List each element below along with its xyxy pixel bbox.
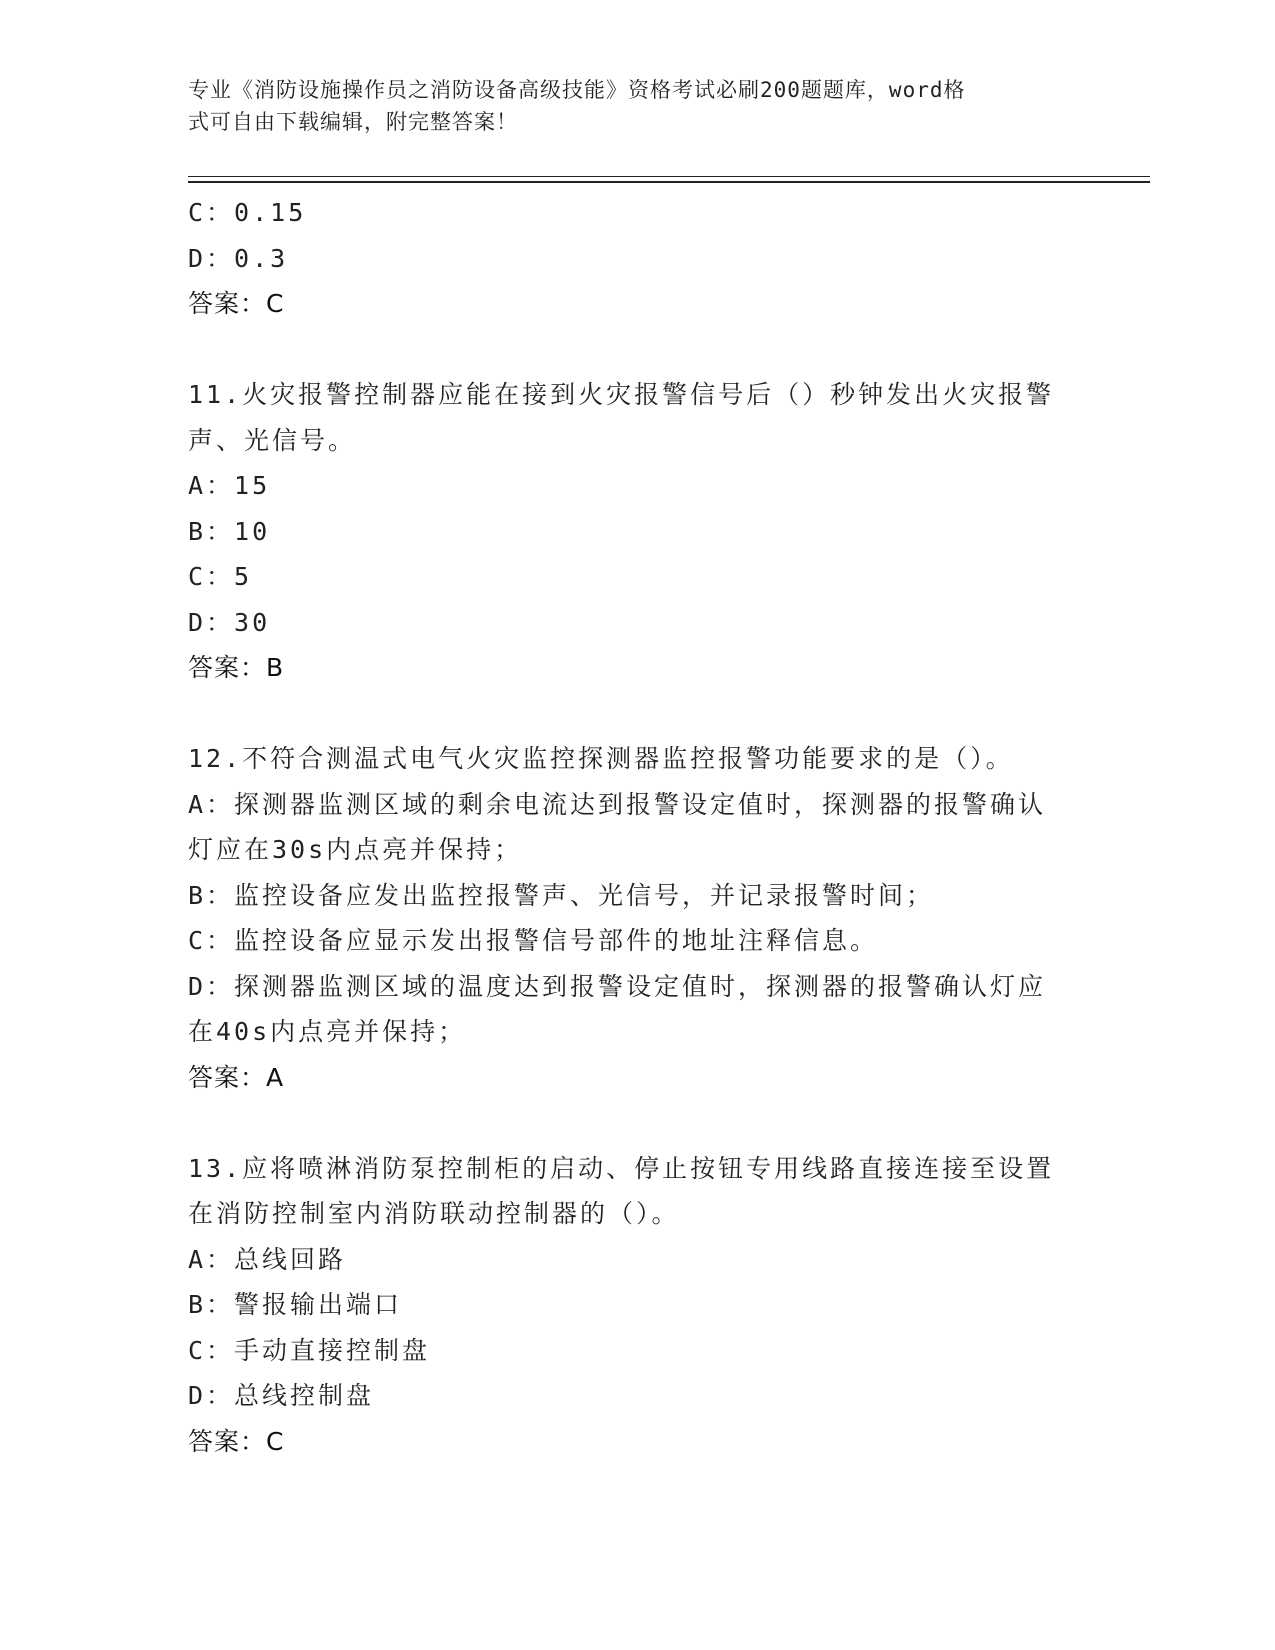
- option-d: D：探测器监测区域的温度达到报警设定值时，探测器的报警确认灯应: [188, 971, 1047, 1001]
- question-stem: 12.不符合测温式电气火灾监控探测器监控报警功能要求的是（）。: [188, 744, 1014, 773]
- answer-line: 答案：C: [188, 289, 285, 318]
- option-a-continued: 灯应在30s内点亮并保持；: [188, 835, 523, 864]
- question-list: [188, 190, 1088, 1464]
- option-a: A：探测器监测区域的剩余电流达到报警设定值时，探测器的报警确认: [188, 789, 1047, 819]
- option-d: D：0.3: [188, 243, 289, 273]
- question-13: [188, 1146, 1088, 1465]
- option-b: B：10: [188, 516, 271, 546]
- option-b: B：警报输出端口: [188, 1290, 403, 1319]
- option-c: C：手动直接控制盘: [188, 1335, 431, 1365]
- spacer: [188, 327, 1088, 373]
- option-a: A：总线回路: [188, 1244, 347, 1274]
- option-b: B：监控设备应发出监控报警声、光信号，并记录报警时间；: [188, 880, 935, 910]
- answer-line: 答案：B: [188, 653, 285, 682]
- header-divider-thick: [188, 181, 1150, 183]
- option-c: C：监控设备应显示发出报警信号部件的地址注释信息。: [188, 926, 879, 955]
- document-header: [188, 74, 1068, 138]
- question-12: [188, 736, 1088, 1100]
- question-11: [188, 372, 1088, 691]
- option-c: C：0.15: [188, 198, 307, 227]
- option-d: D：30: [188, 607, 271, 637]
- header-divider-thin: [188, 176, 1150, 177]
- question-stem: 11.火灾报警控制器应能在接到火灾报警信号后（）秒钟发出火灾报警: [188, 380, 1055, 409]
- spacer: [188, 1100, 1088, 1146]
- answer-line: 答案：A: [188, 1062, 285, 1092]
- header-line-1: 专业《消防设施操作员之消防设备高级技能》资格考试必刷200题题库，word格: [188, 78, 966, 102]
- header-line-2: 式可自由下载编辑，附完整答案！: [188, 110, 518, 134]
- previous-question-tail: [188, 190, 1088, 327]
- option-d: D：总线控制盘: [188, 1381, 375, 1410]
- question-stem-continued: 声、光信号。: [188, 425, 357, 455]
- option-d-continued: 在40s内点亮并保持；: [188, 1017, 467, 1046]
- answer-line: 答案：C: [188, 1426, 285, 1456]
- option-a: A：15: [188, 471, 271, 500]
- question-stem: 13.应将喷淋消防泵控制柜的启动、停止按钮专用线路直接连接至设置: [188, 1153, 1055, 1183]
- spacer: [188, 691, 1088, 737]
- option-c: C：5: [188, 562, 253, 591]
- question-stem-continued: 在消防控制室内消防联动控制器的（）。: [188, 1199, 680, 1228]
